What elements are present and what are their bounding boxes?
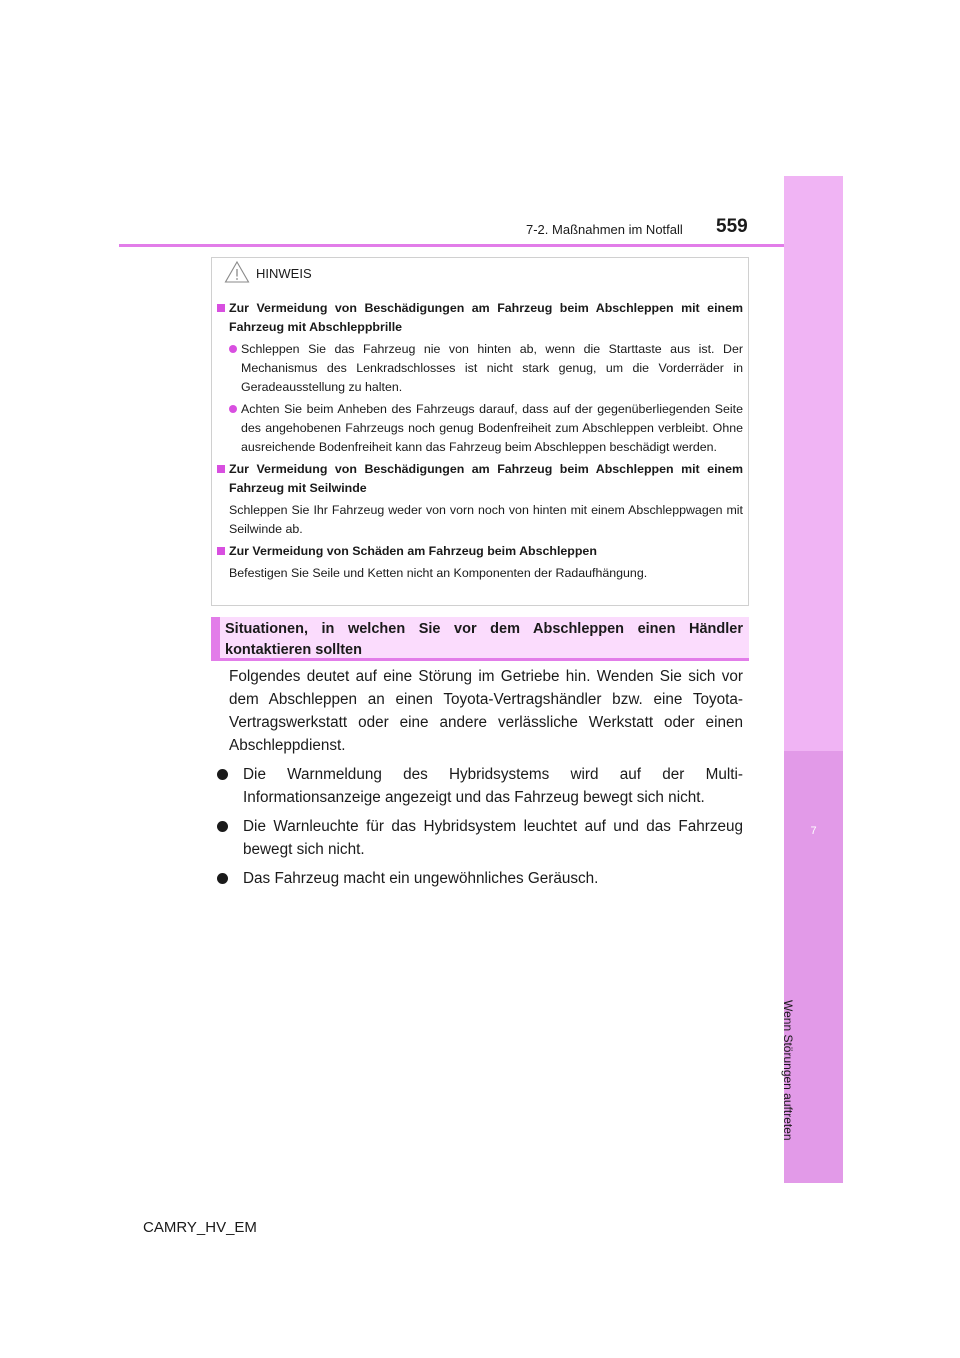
section-label: 7-2. Maßnahmen im Notfall: [526, 222, 683, 237]
notice-subheading: [217, 460, 743, 498]
notice-subheading: [217, 299, 743, 337]
notice-item-text: Zur Vermeidung von Beschädigungen am Fahrzeug beim Abschleppen mit einem Fahrzeug mit Abschleppbrille: [229, 301, 743, 334]
chapter-title: Wenn Störungen auftreten: [781, 1000, 795, 1141]
notice-title: HINWEIS: [256, 266, 312, 281]
bullet-dot-icon: [229, 405, 237, 413]
main-text: [229, 665, 743, 890]
footer-code: CAMRY_HV_EM: [143, 1219, 257, 1236]
header-rule: [119, 244, 784, 247]
list-item: [229, 815, 743, 861]
notice-item-text: Befestigen Sie Seile und Ketten nicht an Komponenten der Radaufhängung.: [229, 566, 648, 580]
warning-triangle-icon: [224, 260, 250, 284]
section-heading: Situationen, in welchen Sie vor dem Abschleppen einen Händler kontaktieren sollten: [225, 621, 743, 658]
list-item-text: Die Warnmeldung des Hybridsystems wird auf der Multi-Informationsanzeige angezeigt und das Fahrzeug bewegt sich nicht.: [243, 766, 743, 806]
list-item: [229, 763, 743, 809]
notice-item-text: Schleppen Sie das Fahrzeug nie von hinten ab, wenn die Starttaste aus ist. Der Mechanismus des Lenkradschlosses ist nicht stark genug, um die Vorderräder in Geradeausstellung zu halten.: [241, 342, 743, 394]
chapter-number: 7: [810, 825, 817, 837]
notice-item-text: Achten Sie beim Anheben des Fahrzeugs darauf, dass auf der gegenüberliegenden Seite des angehobenen Fahrzeugs noch genug Bodenfreiheit zum Abschleppen verbleibt. Ohne ausreichende Bodenfreiheit kann das Fahrzeug beim Abschleppen beschädigt werden.: [241, 402, 743, 454]
notice-box: [211, 257, 749, 606]
intro-paragraph: Folgendes deutet auf eine Störung im Getriebe hin. Wenden Sie sich vor dem Abschleppen an einen Toyota-Vertragshändler bzw. eine Toyota-Vertragswerkstatt oder eine andere verlässliche Werkstatt oder einen Abschleppdienst.: [229, 668, 743, 754]
bullet-dot-icon: [217, 821, 228, 832]
bullet-dot-icon: [217, 873, 228, 884]
notice-item-text: Zur Vermeidung von Beschädigungen am Fahrzeug beim Abschleppen mit einem Fahrzeug mit Seilwinde: [229, 462, 743, 495]
bullet-dot-icon: [229, 345, 237, 353]
page-number: 559: [716, 216, 748, 237]
section-heading-box: [211, 617, 749, 661]
notice-item-text: Schleppen Sie Ihr Fahrzeug weder von vorn noch von hinten mit einem Abschleppwagen mit Seilwinde ab.: [229, 503, 743, 536]
square-bullet-icon: [217, 304, 225, 312]
list-item-text: Die Warnleuchte für das Hybridsystem leuchtet auf und das Fahrzeug bewegt sich nicht.: [243, 818, 743, 858]
notice-item-text: Zur Vermeidung von Schäden am Fahrzeug beim Abschleppen: [229, 544, 597, 558]
side-tab-upper: [784, 176, 843, 751]
square-bullet-icon: [217, 547, 225, 555]
bullet-dot-icon: [217, 769, 228, 780]
notice-bullet: [217, 400, 743, 457]
square-bullet-icon: [217, 465, 225, 473]
list-item-text: Das Fahrzeug macht ein ungewöhnliches Geräusch.: [243, 870, 599, 887]
notice-bullet: [217, 340, 743, 397]
notice-text: [217, 564, 743, 583]
notice-body: [217, 299, 743, 583]
list-item: [229, 867, 743, 890]
notice-subheading: [217, 542, 743, 561]
notice-text: [217, 501, 743, 539]
